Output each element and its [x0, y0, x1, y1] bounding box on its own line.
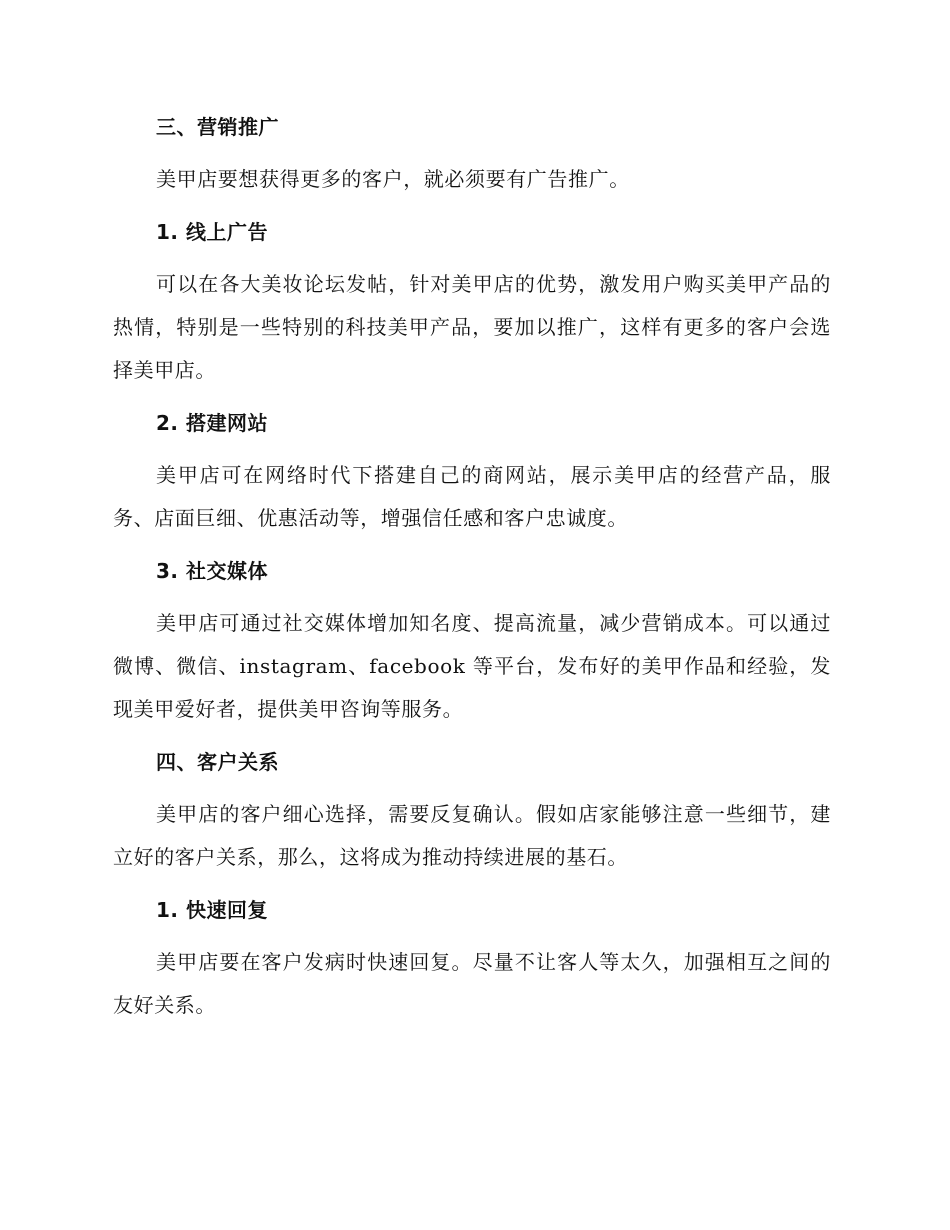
section-heading-customer-relations: 四、客户关系 — [156, 750, 279, 774]
section-heading-marketing: 三、营销推广 — [156, 115, 279, 139]
subheading-quick-reply: 1. 快速回复 — [156, 898, 268, 922]
paragraph-quick-reply: 美甲店要在客户发病时快速回复。尽量不让客人等太久，加强相互之间的友好关系。 — [113, 950, 831, 1017]
subheading-social-media: 3. 社交媒体 — [156, 559, 268, 583]
paragraph-marketing-intro: 美甲店要想获得更多的客户，就必须要有广告推广。 — [156, 167, 630, 191]
document-body — [113, 105, 831, 1036]
paragraph-social-media: 美甲店可通过社交媒体增加知名度、提高流量，减少营销成本。可以通过微博、微信、instagram、facebook 等平台，发布好的美甲作品和经验，发现美甲爱好者，提供美甲咨询等服务。 — [113, 611, 831, 721]
paragraph-customer-relations-intro: 美甲店的客户细心选择，需要反复确认。假如店家能够注意一些细节，建立好的客户关系，那么，这将成为推动持续进展的基石。 — [113, 802, 831, 869]
paragraph-online-ads: 可以在各大美妆论坛发帖，针对美甲店的优势，激发用户购买美甲产品的热情，特别是一些特别的科技美甲产品，要加以推广，这样有更多的客户会选择美甲店。 — [113, 272, 831, 382]
paragraph-build-website: 美甲店可在网络时代下搭建自己的商网站，展示美甲店的经营产品，服务、店面巨细、优惠活动等，增强信任感和客户忠诚度。 — [113, 463, 831, 530]
subheading-build-website: 2. 搭建网站 — [156, 411, 268, 435]
subheading-online-ads: 1. 线上广告 — [156, 220, 268, 244]
